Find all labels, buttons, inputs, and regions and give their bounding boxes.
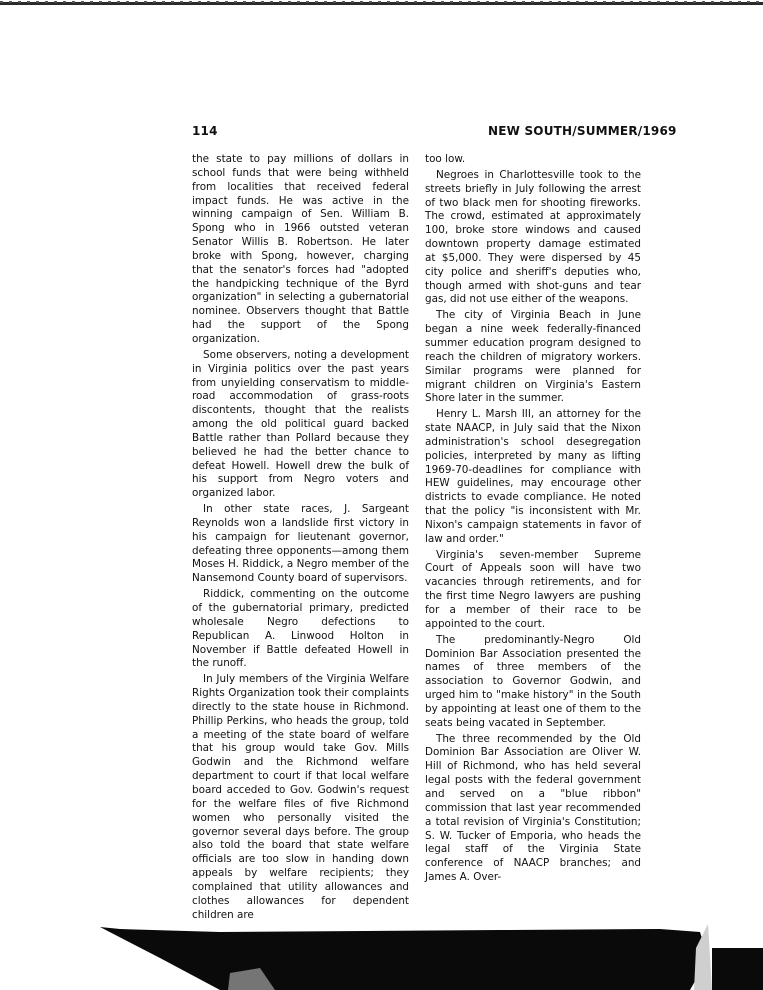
paragraph: Virginia's seven-member Supreme Court of Appeals soon will have two vacancies through retirements, and for the first time Negro lawyers are pushing for a member of their race to be appointed to the court.: [425, 548, 641, 630]
paragraph: Some observers, noting a development in Virginia politics over the past years from unyielding conservatism to middle-road accommodation of grass-roots discontents, thought that the realists among the old political guard backed Battle rather than Pollard because they believed he had the better chance to defeat Howell. Howell drew the bulk of his support from Negro voters and organized labor.: [192, 348, 409, 500]
left-column: [192, 153, 409, 922]
running-head: NEW SOUTH/SUMMER/1969: [488, 124, 677, 138]
paragraph: Riddick, commenting on the outcome of the gubernatorial primary, predicted wholesale Negro defections to Republican A. Linwood Holton in November if Battle defeated Howell in the runoff.: [192, 588, 409, 670]
paragraph: Henry L. Marsh III, an attorney for the state NAACP, in July said that the Nixon administration's school desegregation policies, interpreted by many as lifting 1969-70-deadlines for compliance with HEW guidelines, may encourage other districts to evade compliance. He noted that the policy "is inconsistent with Mr. Nixon's campaign statements in favor of law and order.": [425, 408, 641, 545]
paragraph: In July members of the Virginia Welfare Rights Organization took their complaints directly to the state house in Richmond. Phillip Perkins, who heads the group, told a meeting of the state board of welfare that his group would take Gov. Mills Godwin and the Richmond welfare department to court if that local welfare board acceded to Gov. Godwin's request for the welfare files of five Richmond women who personally visited the governor several days before. The group also told the board that state welfare officials are too slow in handing down appeals by welfare recipients; they complained that utility allowances and clothes allowances for dependent children are: [192, 673, 409, 921]
paragraph: The three recommended by the Old Dominion Bar Association are Oliver W. Hill of Richmond, who has held several legal posts with the federal government and served on a "blue ribbon" commission that last year recommended a total revision of Virginia's Constitution; S. W. Tucker of Emporia, who heads the legal staff of the Virginia State conference of NAACP branches; and James A. Over-: [425, 732, 641, 884]
paragraph: Negroes in Charlottesville took to the streets briefly in July following the arrest of two black men for shooting fireworks. The crowd, estimated at approximately 100, broke store windows and caused downtown property damage estimated at $5,000. They were dispersed by 45 city police and sheriff's deputies who, though armed with shot-guns and tear gas, did not use either of the weapons.: [425, 168, 641, 306]
paragraph: The predominantly-Negro Old Dominion Bar Association presented the names of three members of the association to Governor Godwin, and urged him to "make history" in the South by appointing at least one of them to the seats being vacated in September.: [425, 633, 641, 729]
scan-bottom-shadow: [100, 918, 763, 990]
paragraph: The city of Virginia Beach in June began a nine week federally-financed summer education program designed to reach the children of migratory workers. Similar programs were planned for migrant children on Virginia's Eastern Shore later in the summer.: [425, 309, 641, 405]
scan-top-edge: [0, 0, 763, 10]
paragraph: the state to pay millions of dollars in school funds that were being withheld from localities that received federal impact funds. He was active in the winning campaign of Sen. William B. Spong who in 1966 outsted veteran Senator Willis B. Robertson. He later broke with Spong, however, charging that the senator's forces had "adopted the handpicking technique of the Byrd organization" in selecting a gubernatorial nominee. Observers thought that Battle had the support of the Spong organization.: [192, 153, 409, 345]
paragraph: too low.: [425, 153, 466, 165]
right-column: [425, 153, 641, 885]
paragraph: In other state races, J. Sargeant Reynolds won a landslide first victory in his campaign for lieutenant governor, defeating three opponents—among them Moses H. Riddick, a Negro member of the Nansemond County board of supervisors.: [192, 503, 409, 585]
page-number: 114: [192, 124, 218, 138]
